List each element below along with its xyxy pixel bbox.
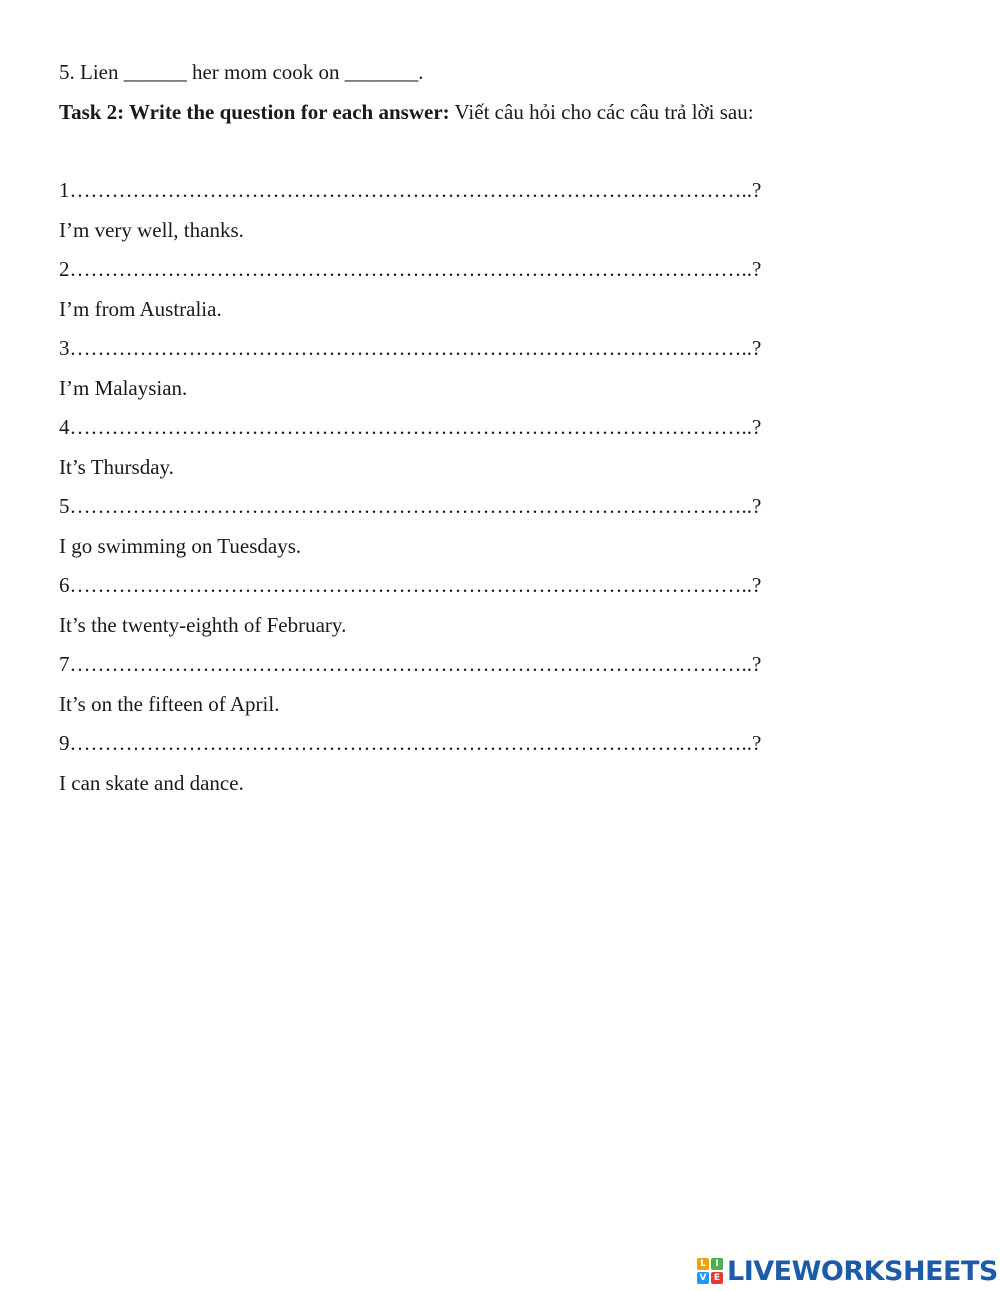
- question-line-1[interactable]: 1……………………………………………………………………………………..?: [59, 178, 762, 202]
- question-line-6[interactable]: 6……………………………………………………………………………………..?: [59, 573, 762, 597]
- logo-blocks-icon: [697, 1258, 723, 1284]
- logo-block-e: E: [711, 1272, 723, 1284]
- answer-7: It’s on the fifteen of April.: [59, 692, 280, 716]
- task-heading: [59, 100, 754, 124]
- answer-1: I’m very well, thanks.: [59, 218, 244, 242]
- answer-3: I’m Malaysian.: [59, 376, 188, 400]
- answer-2: I’m from Australia.: [59, 297, 222, 321]
- logo-text: LIVEWORKSHEETS: [727, 1255, 998, 1287]
- answer-9: I can skate and dance.: [59, 771, 244, 795]
- question-line-9[interactable]: 9……………………………………………………………………………………..?: [59, 731, 762, 755]
- answer-6: It’s the twenty-eighth of February.: [59, 613, 347, 637]
- answer-5: I go swimming on Tuesdays.: [59, 534, 302, 558]
- question-line-2[interactable]: 2……………………………………………………………………………………..?: [59, 257, 762, 281]
- logo-block-i: I: [711, 1258, 723, 1270]
- previous-exercise-item: 5. Lien ______ her mom cook on _______.: [59, 60, 424, 84]
- logo-block-l: L: [697, 1258, 709, 1270]
- task-title: Task 2: Write the question for each answer:: [59, 100, 450, 124]
- logo-block-v: V: [697, 1272, 709, 1284]
- task-instruction: Viết câu hỏi cho các câu trả lời sau:: [449, 100, 754, 124]
- answer-4: It’s Thursday.: [59, 455, 174, 479]
- question-line-7[interactable]: 7……………………………………………………………………………………..?: [59, 652, 762, 676]
- question-line-3[interactable]: 3……………………………………………………………………………………..?: [59, 336, 762, 360]
- question-line-4[interactable]: 4……………………………………………………………………………………..?: [59, 415, 762, 439]
- liveworksheets-logo: [697, 1256, 998, 1286]
- question-line-5[interactable]: 5……………………………………………………………………………………..?: [59, 494, 762, 518]
